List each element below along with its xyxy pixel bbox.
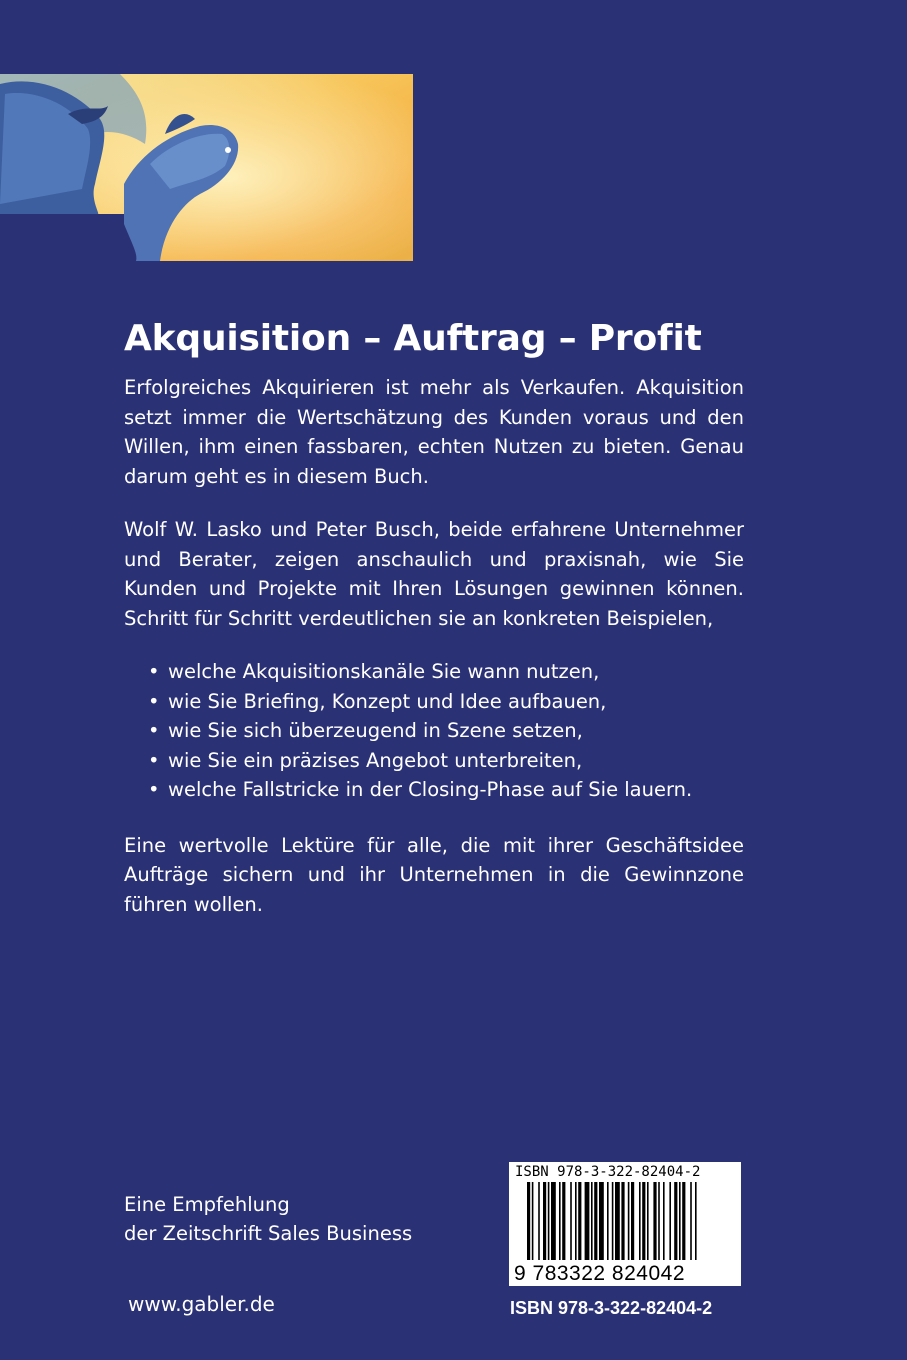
topic-list [148,657,744,805]
barcode [509,1162,741,1286]
list-item [148,716,744,746]
recommendation [124,1190,412,1248]
list-item [148,746,744,776]
list-item-text: wie Sie ein präzises Angebot unterbreiten, [168,748,583,772]
list-item [148,687,744,717]
bullet-icon: • [148,719,160,742]
authors-paragraph: Wolf W. Lasko und Peter Busch, beide erfahrene Unternehmer und Berater, zeigen anschaulich und praxisnah, wie Sie Kunden und Projekte mit Ihren Lösungen gewinnen können. Schritt für Schritt verdeutlichen sie an konkreten Beispielen, [124,518,744,630]
list-item-text: welche Akquisitionskanäle Sie wann nutzen, [168,660,600,683]
description-block [124,318,744,943]
closing-paragraph: Eine wertvolle Lektüre für alle, die mit ihrer Geschäftsidee Aufträge sichern und ihr Unternehmen in die Gewinnzone führen wollen. [124,833,744,916]
list-item-text: wie Sie sich überzeugend in Szene setzen, [168,719,583,742]
list-item-text: wie Sie Briefing, Konzept und Idee aufbauen, [168,689,607,713]
recommendation-line-2: der Zeitschrift Sales Business [124,1222,413,1245]
bullet-icon: • [148,778,160,801]
list-item [148,775,744,805]
list-item [148,657,744,687]
book-title: Akquisition – Auftrag – Profit [124,318,702,359]
isbn-label: ISBN 978-3-322-82404-2 [510,1298,713,1318]
intro-paragraph: Erfolgreiches Akquirieren ist mehr als Verkaufen. Akquisition setzt immer die Wertschätzung des Kunden voraus und den Willen, ihm einen fassbaren, echten Nutzen zu bieten. Genau darum geht es in diesem Buch. [124,376,744,488]
bullet-icon: • [148,660,160,683]
barcode-bars-icon [513,1182,737,1262]
barcode-digits: 9 783322 824042 [514,1262,685,1285]
recommendation-line-1: Eine Empfehlung [124,1193,290,1216]
dolphin-painting-icon [0,74,413,261]
barcode-isbn-label: ISBN 978-3-322-82404-2 [515,1164,701,1180]
cover-art [0,74,413,261]
bullet-icon: • [148,689,160,713]
bullet-icon: • [148,748,160,772]
list-item-text: welche Fallstricke in der Closing-Phase auf Sie lauern. [168,778,693,801]
publisher-website[interactable]: www.gabler.de [128,1292,275,1316]
